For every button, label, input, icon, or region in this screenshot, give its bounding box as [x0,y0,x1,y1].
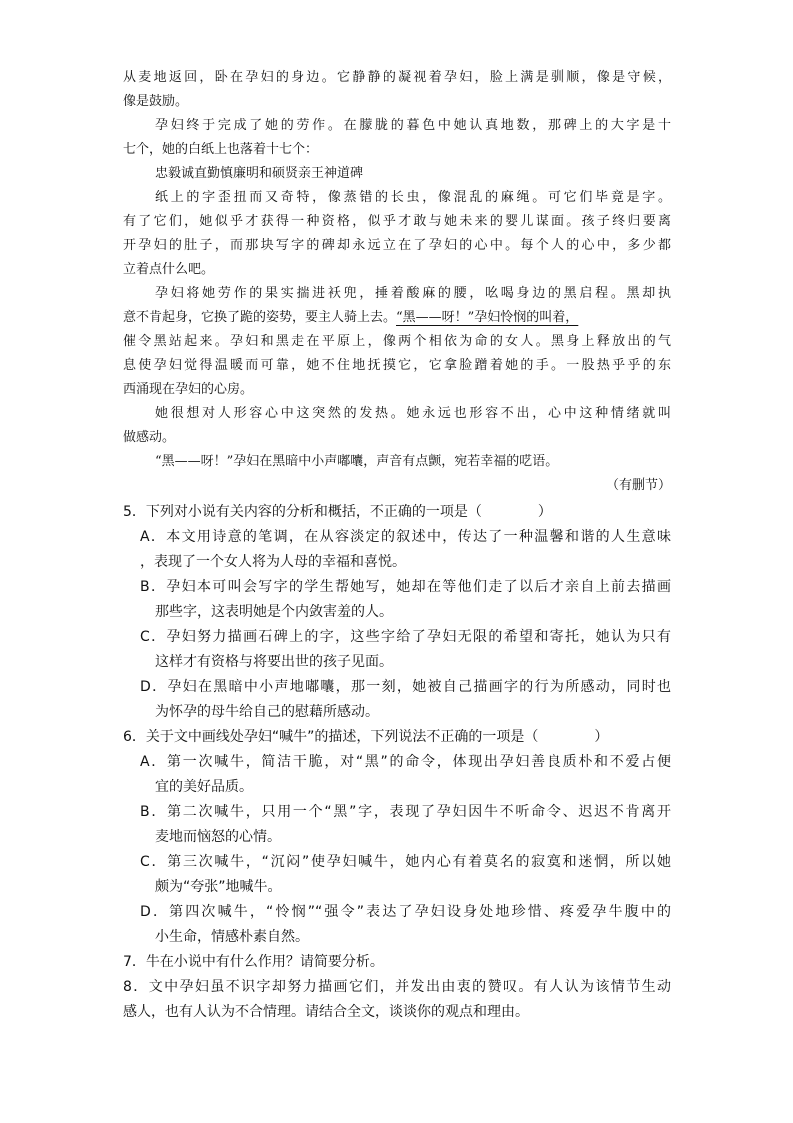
q6-option-b-cont: 麦地而恼怒的心情。 [155,829,281,845]
q6-option-a-cont: 宜的美好品质。 [155,779,253,795]
passage-line: 孕妇终于完成了她的劳作。在朦胧的暮色中她认真地数，那碑上的大字是十 [155,118,671,133]
question-6-stem: 6．关于文中画线处孕妇“喊牛”的描述，下列说法不正确的一项是（ ） [123,729,609,745]
question-7-stem: 7．牛在小说中有什么作用？请简要分析。 [123,954,384,970]
q5-option-b-cont: 那些字，这表明她是个内敛害羞的人。 [155,604,393,620]
passage-line: 她很想对人形容心中这突然的发热。她永远也形容不出，心中这种情绪就叫 [155,406,671,421]
passage-line: 像是鼓励。 [123,94,189,109]
q5-option-d: D．孕妇在黑暗中小声地嘟囔，那一刻，她被自己描画字的行为所感动，同时也 [140,679,671,695]
passage-line: 开孕妇的肚子，而那块写字的碑却永远立在了孕妇的心中。每个人的心中，多少都 [123,238,671,253]
question-8-stem-cont: 感人，也有人认为不合情理。请结合全文，谈谈你的观点和理由。 [123,1004,529,1020]
q5-option-a: A．本文用诗意的笔调，在从容淡定的叙述中，传达了一种温馨和谐的人生意味 [140,529,671,545]
passage-line: 催令黑站起来。孕妇和黑走在平原上，像两个相依为命的女人。黑身上释放出的气 [123,334,671,349]
q6-option-b: B．第二次喊牛，只用一个“黑”字，表现了孕妇因牛不听命令、迟迟不肯离开 [140,804,671,820]
passage-line: 七个，她的白纸上也落着十七个： [123,142,319,157]
q5-option-c: C．孕妇努力描画石碑上的字，这些字给了孕妇无限的希望和寄托，她认为只有 [140,629,671,645]
passage-line: 西涌现在孕妇的心房。 [123,382,254,397]
question-5-stem: 5．下列对小说有关内容的分析和概括，不正确的一项是（ ） [123,504,552,520]
question-8-stem: 8．文中孕妇虽不识字却努力描画它们，并发出由衷的赞叹。有人认为该情节生动 [123,979,671,995]
passage-line: 有了它们，她似乎才获得一种资格，似乎才敢与她未来的婴儿谋面。孩子终归要离 [123,214,671,229]
q6-option-a: A．第一次喊牛，简洁干脆，对“黑”的命令，体现出孕妇善良质朴和不爱占便 [140,754,671,770]
passage-line: 立着点什么吧。 [123,262,215,277]
abridged-note: （有删节） [605,478,671,493]
passage-line: 孕妇将她劳作的果实揣进袄兜，捶着酸麻的腰，吆喝身边的黑启程。黑却执 [155,286,671,301]
q5-option-b: B．孕妇本可叫会写字的学生帮她写，她却在等他们走了以后才亲自上前去描画 [140,579,671,595]
passage-line: 做感动。 [123,430,176,445]
q5-option-d-cont: 为怀孕的母牛给自己的慰藉所感动。 [155,704,379,720]
q6-option-c: C．第三次喊牛，“沉闷”使孕妇喊牛，她内心有着莫名的寂寞和迷惘，所以她 [140,854,671,870]
q6-option-c-cont: 颇为“夸张”地喊牛。 [155,879,282,895]
q5-option-c-cont: 这样才有资格与将要出世的孩子见面。 [155,654,393,670]
passage-line: “黑——呀！”孕妇在黑暗中小声嘟囔，声音有点颤，宛若幸福的呓语。 [155,454,559,469]
q5-option-a-cont: ，表现了一个女人将为人母的幸福和喜悦。 [140,554,406,570]
stele-inscription: 忠毅诚直勤慎廉明和硕贤亲王神道碑 [155,166,364,181]
underlined-call: “黑——呀！”孕妇怜悯的叫着， [396,310,579,325]
q6-option-d: D．第四次喊牛，“怜悯”“强令”表达了孕妇设身处地珍惜、疼爱孕牛腹中的 [140,904,671,920]
passage-line: 息使孕妇觉得温暖而可靠，她不住地抚摸它，它拿脸蹭着她的手。一股热乎乎的东 [123,358,671,373]
passage-text: 意不肯起身，它换了跪的姿势，要主人骑上去。 [123,310,397,325]
passage-line: 从麦地返回，卧在孕妇的身边。它静静的凝视着孕妇，脸上满是驯顺，像是守候， [123,70,671,85]
passage-line: 纸上的字歪扭而又奇特，像蒸错的长虫，像混乱的麻绳。可它们毕竟是字。 [155,190,671,205]
q6-option-d-cont: 小生命，情感朴素自然。 [155,929,309,945]
passage-line [123,306,671,330]
